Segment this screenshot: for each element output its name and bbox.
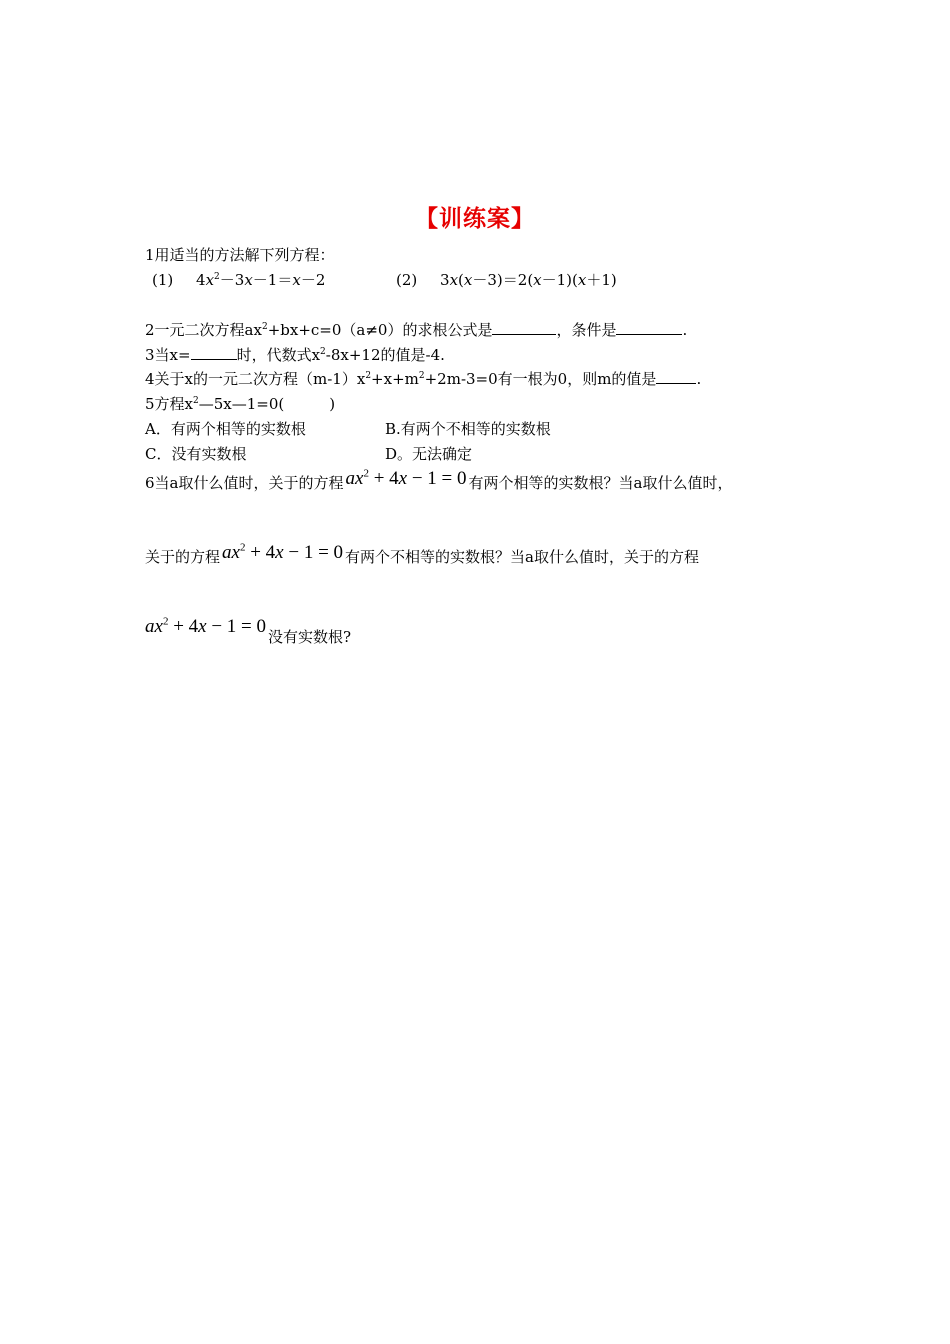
answer-blank-m-value[interactable] [656,370,696,384]
question-1-part-1-label: (1) [152,271,174,289]
page-title: 【训练案】 [415,206,535,232]
option-d[interactable]: D。无法确定 [385,445,473,463]
equation-a-x2-4x-1: $ax^2 + 4x - 1 = 0$ [145,615,267,637]
question-1-equations [152,271,617,289]
option-b[interactable]: B.有两个不相等的实数根 [385,420,551,438]
question-1-part-2-label: (2) [396,271,418,289]
option-a[interactable]: A．有两个相等的实数根 [145,420,306,438]
equation-a-x2-4x-1: $ax^2 + 4x - 1 = 0$ [222,541,344,563]
question-3: 3当x= 时，代数式$x^2-8x+12$的值是-4. [145,346,445,364]
question-1-part-1-equation: $4x^2-3x-1=x-2$ [196,271,326,289]
question-1-part-2 [396,271,617,289]
question-2: 2一元二次方程$ax^2+bx+c=0(a\ne 0)$的求根公式是 ，条件是 . [145,321,688,339]
question-1-part-2-equation: 3x(x－3)＝2(x－1)(x＋1) [440,271,617,289]
answer-blank-condition[interactable] [616,321,682,335]
question-5-stem: 5方程$x^2—5x—1=0$( ) [145,395,336,413]
equation-a-x2-4x-1: $ax^2 + 4x - 1 = 0$ [345,467,467,489]
answer-blank-formula[interactable] [492,321,556,335]
question-4: 4关于x的一元二次方程$(m-1)x^2+x+m^2+2m-3=0$有一根为0，则m的值是 . [145,370,702,388]
question-6-line-2: 关于的方程 $ax^2 + 4x - 1 = 0$ 有两个不相等的实数根？当a取什么值时，关于的方程 [145,541,699,566]
answer-blank-x-value[interactable] [191,346,237,360]
question-1-stem: 1用适当的方法解下列方程： [145,246,335,264]
question-6-line-1: 6当a取什么值时，关于的方程 $ax^2 + 4x - 1 = 0$ 有两个相等的实数根？当a取什么值时， [145,467,733,492]
option-c[interactable]: C．没有实数根 [145,445,247,463]
question-5-options-row-2 [145,445,473,463]
question-6-line-3: $ax^2 + 4x - 1 = 0$ 没有实数根? [145,615,352,646]
question-5-options-row-1 [145,420,551,438]
